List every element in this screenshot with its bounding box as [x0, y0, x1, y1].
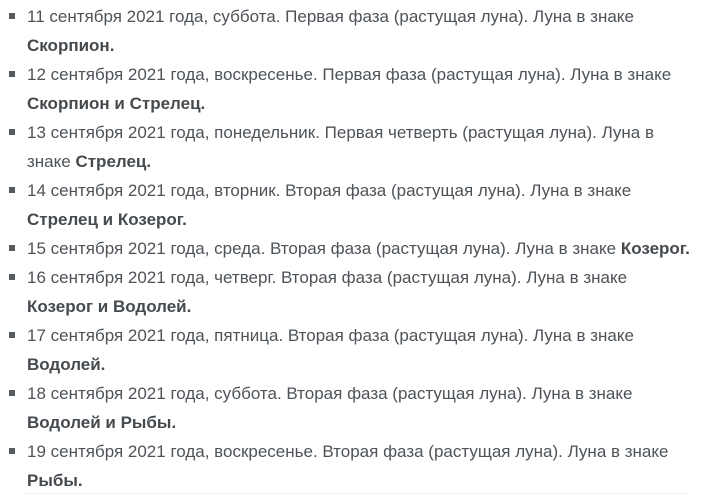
- bullet-square-icon: [9, 245, 15, 251]
- bullet-square-icon: [9, 13, 15, 19]
- list-item: [27, 379, 690, 437]
- entry-zodiac: Водолей и Рыбы.: [27, 413, 177, 432]
- bullet-square-icon: [9, 129, 15, 135]
- entry-text: 14 сентября 2021 года, вторник. Вторая фаза (растущая луна). Луна в знаке: [27, 181, 632, 200]
- bullet-square-icon: [9, 390, 15, 396]
- entry-text: 13 сентября 2021 года, понедельник. Первая четверть (растущая луна). Луна в знаке: [27, 123, 655, 171]
- list-item: [27, 263, 690, 321]
- entry-zodiac: Скорпион и Стрелец.: [27, 94, 206, 113]
- list-item: [27, 234, 690, 263]
- entry-text: 11 сентября 2021 года, суббота. Первая фаза (растущая луна). Луна в знаке: [27, 7, 634, 26]
- entry-zodiac: Скорпион.: [27, 36, 115, 55]
- entry-text: 16 сентября 2021 года, четверг. Вторая фаза (растущая луна). Луна в знаке: [27, 268, 628, 287]
- list-item: [27, 321, 690, 379]
- entry-text: 12 сентября 2021 года, воскресенье. Первая фаза (растущая луна). Луна в знаке: [27, 65, 672, 84]
- entry-text: 18 сентября 2021 года, суббота. Вторая фаза (растущая луна). Луна в знаке: [27, 384, 633, 403]
- bullet-square-icon: [9, 71, 15, 77]
- entry-text: 19 сентября 2021 года, воскресенье. Вторая фаза (растущая луна). Луна в знаке: [27, 442, 669, 461]
- entry-zodiac: Рыбы.: [27, 471, 83, 490]
- entry-zodiac: Стрелец и Козерог.: [27, 210, 187, 229]
- bullet-square-icon: [9, 448, 15, 454]
- section-divider: [25, 493, 690, 494]
- entry-zodiac: Козерог.: [620, 239, 690, 258]
- bullet-square-icon: [9, 274, 15, 280]
- bullet-square-icon: [9, 187, 15, 193]
- list-item: [27, 2, 690, 60]
- list-item: [27, 118, 690, 176]
- entry-text: 15 сентября 2021 года, среда. Вторая фаза (растущая луна). Луна в знаке: [27, 239, 621, 258]
- list-item: [27, 60, 690, 118]
- entry-zodiac: Водолей.: [27, 355, 106, 374]
- bullet-square-icon: [9, 332, 15, 338]
- entry-zodiac: Козерог и Водолей.: [27, 297, 192, 316]
- list-item: [27, 176, 690, 234]
- entry-zodiac: Стрелец.: [75, 152, 152, 171]
- list-item: [27, 437, 690, 495]
- entry-text: 17 сентября 2021 года, пятница. Вторая фаза (растущая луна). Луна в знаке: [27, 326, 634, 345]
